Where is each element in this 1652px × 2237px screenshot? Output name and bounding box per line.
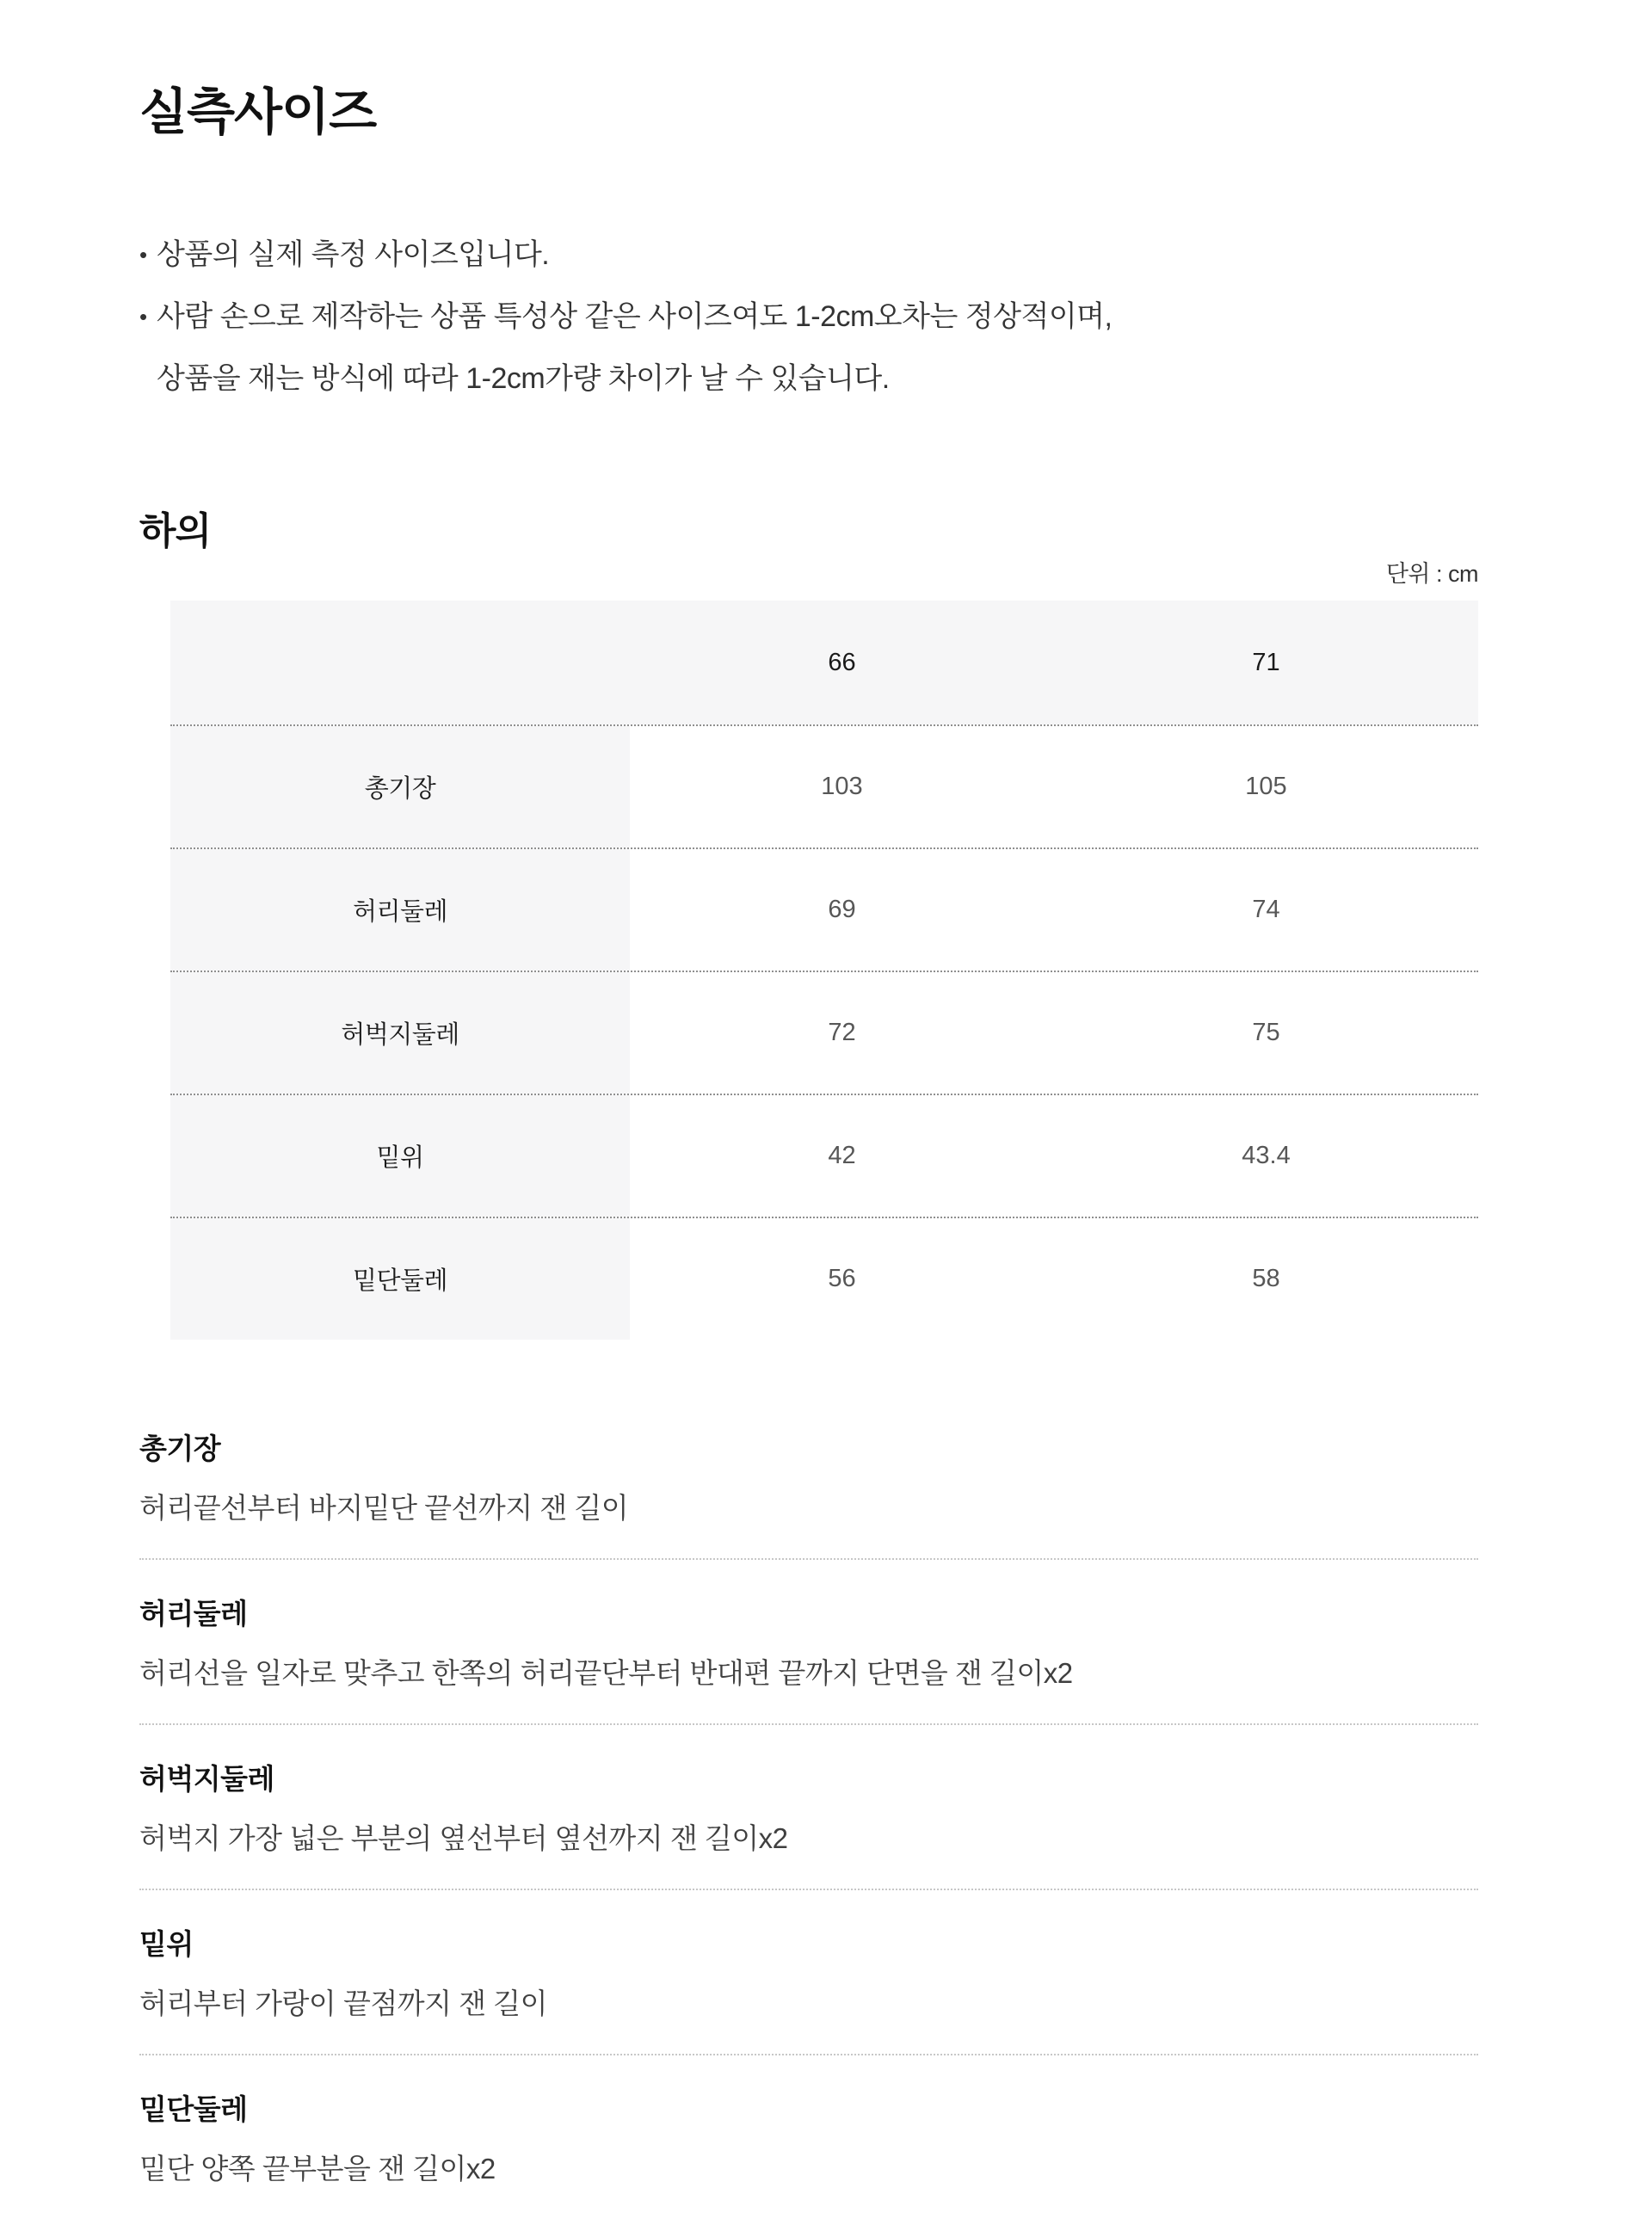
table-column-header: 71 — [1252, 648, 1280, 676]
table-header-corner — [170, 601, 630, 724]
row-value: 105 — [1245, 773, 1287, 800]
table-row — [170, 1094, 1478, 1217]
notes-list — [139, 224, 1478, 410]
measurement-definitions — [139, 1395, 1478, 2219]
definition-block — [139, 1723, 1478, 1889]
row-label: 허리둘레 — [170, 849, 630, 971]
definition-block — [139, 1558, 1478, 1723]
size-table — [170, 601, 1478, 1340]
definition-block — [139, 2054, 1478, 2219]
row-label: 허벅지둘레 — [170, 972, 630, 1094]
table-row — [170, 1217, 1478, 1340]
bullet-icon: • — [139, 304, 148, 330]
definition-term: 허리둘레 — [139, 1598, 248, 1630]
definition-description: 허리선을 일자로 맞추고 한쪽의 허리끝단부터 반대편 끝까지 단면을 잰 길이x2 — [139, 1657, 1073, 1689]
definition-description: 허리부터 가랑이 끝점까지 잰 길이 — [139, 1987, 547, 2019]
note-text: 사람 손으로 제작하는 상품 특성상 같은 사이즈여도 1-2cm오차는 정상적이며, — [157, 300, 1113, 333]
row-value: 74 — [1252, 896, 1280, 923]
row-value: 72 — [828, 1019, 856, 1046]
row-label: 밑단둘레 — [170, 1218, 630, 1340]
definition-block — [139, 1395, 1478, 1558]
table-header-row — [170, 601, 1478, 724]
list-item — [139, 224, 1478, 286]
page-title: 실측사이즈 — [139, 84, 377, 140]
row-value: 43.4 — [1242, 1142, 1291, 1169]
definition-term: 총기장 — [139, 1433, 221, 1464]
table-row — [170, 724, 1478, 847]
row-value: 103 — [821, 773, 863, 800]
unit-label: 단위 : cm — [1385, 561, 1478, 587]
definition-term: 밑단둘레 — [139, 2093, 248, 2125]
definition-description: 허벅지 가장 넓은 부분의 옆선부터 옆선까지 잰 길이x2 — [139, 1822, 788, 1854]
bullet-icon: • — [139, 242, 148, 268]
note-text: 상품을 재는 방식에 따라 1-2cm가량 차이가 날 수 있습니다. — [157, 362, 890, 395]
definition-block — [139, 1889, 1478, 2054]
definition-description: 밑단 양쪽 끝부분을 잰 길이x2 — [139, 2153, 496, 2185]
row-value: 58 — [1252, 1265, 1280, 1292]
row-label: 총기장 — [170, 726, 630, 847]
row-label: 밑위 — [170, 1095, 630, 1217]
list-item — [139, 286, 1478, 410]
definition-term: 밑위 — [139, 1928, 194, 1960]
definition-term: 허벅지둘레 — [139, 1763, 274, 1795]
table-row — [170, 847, 1478, 971]
row-value: 75 — [1252, 1019, 1280, 1046]
note-text: 상품의 실제 측정 사이즈입니다. — [157, 238, 550, 271]
row-value: 69 — [828, 896, 856, 923]
row-value: 42 — [828, 1142, 856, 1169]
definition-description: 허리끝선부터 바지밑단 끝선까지 잰 길이 — [139, 1492, 629, 1524]
table-row — [170, 971, 1478, 1094]
size-table-wrap — [170, 559, 1478, 1340]
section-title-bottoms: 하의 — [139, 510, 212, 552]
table-column-header: 66 — [828, 648, 856, 676]
row-value: 56 — [828, 1265, 856, 1292]
